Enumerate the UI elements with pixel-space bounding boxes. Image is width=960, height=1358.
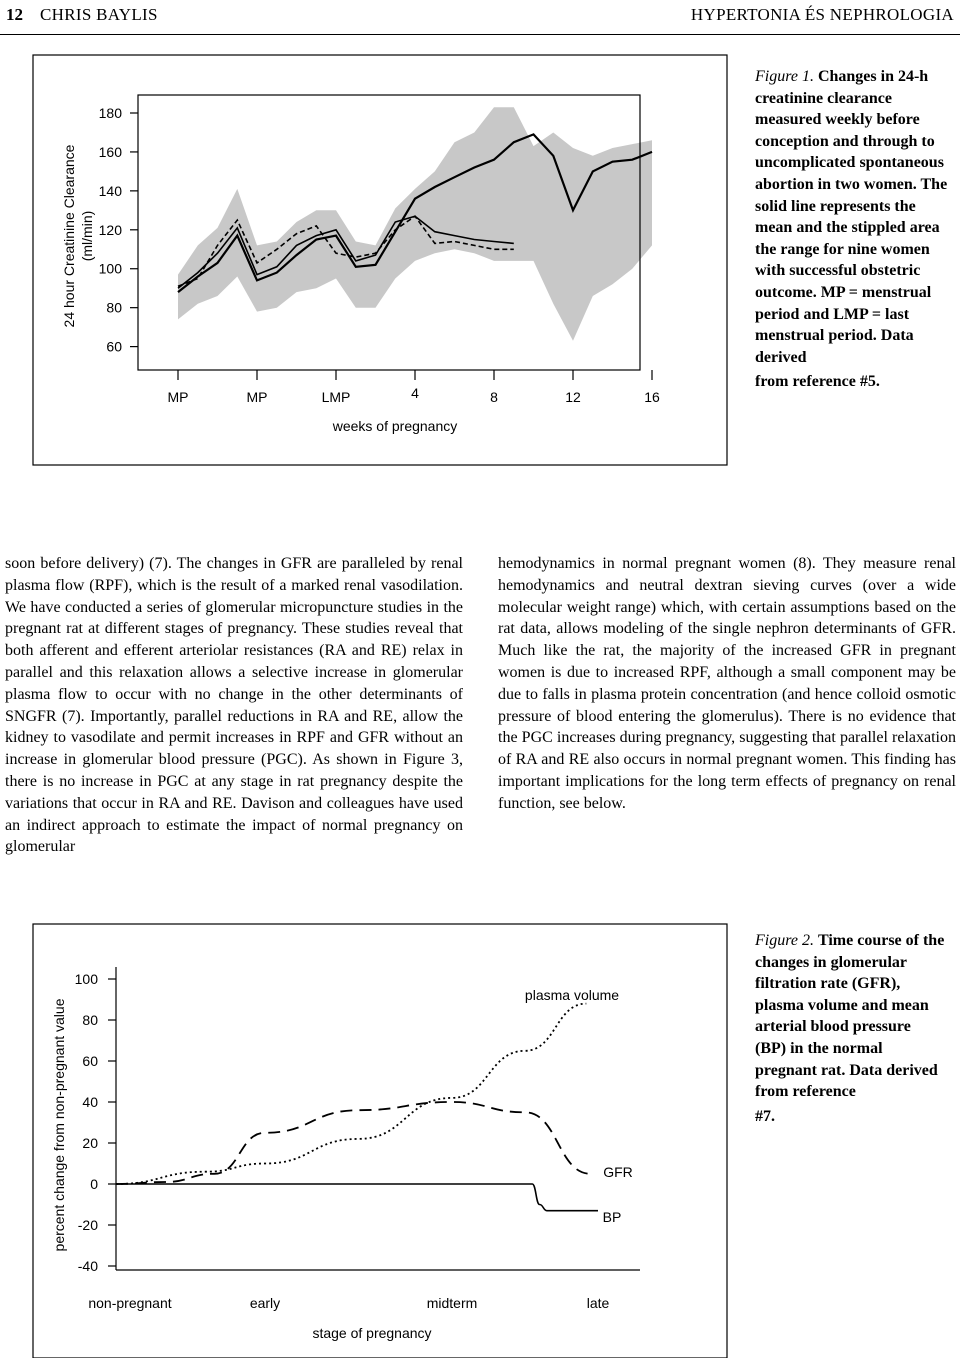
- figure1-xtick-label: 12: [565, 389, 581, 405]
- bp-label: BP: [602, 1209, 622, 1225]
- body-left-column: [5, 553, 463, 858]
- figure1-xtick-label: 4: [411, 385, 419, 401]
- gfr-label: GFR: [603, 1164, 633, 1180]
- figure2-xtick-label: early: [249, 1295, 281, 1311]
- figure1-caption-tail: from reference #5.: [755, 373, 880, 391]
- figure1-ytick-label: 180: [98, 105, 122, 121]
- figure2-xtick-label: midterm: [426, 1295, 478, 1311]
- body-left-paragraph: soon before delivery) (7). The changes in GFR are paralleled by renal plasma flow (RPF), which is the result of a marked renal vasodilation. We have conducted a series of glomerular micropuncture studies in the pregnant rat at different stages of pregnancy. These studies reveal that both afferent and efferent arteriolar resistances (RA and RE) relax in parallel and this relaxation allows a selective increase in glomerular plasma flow to occur with no change in the other determinants of SNGFR (7). Importantly, parallel reductions in RA and RE, allow the kidney to vasodilate and permit increases in RPF and GFR without an increase in glomerular blood pressure (PGC). As shown in Figure 3, there is no increase in PGC at any stage in rat pregnancy despite the variations that occur in RA and RE. Davison and colleagues have used an indirect approach to estimate the impact of normal pregnancy on glomerular: [5, 555, 463, 856]
- figure2-caption-text: Time course of the changes in glomerular filtration rate (GFR), plasma volume and mean arterial blood pressure (BP) in the normal pregnant rat. Data derived from reference: [755, 932, 945, 1101]
- body-right-column: [498, 553, 956, 815]
- figure2-ytick-label: -40: [77, 1258, 98, 1274]
- figure2-caption: [755, 930, 945, 1127]
- figure1-ytick-label: 60: [106, 338, 122, 355]
- figure1-caption-label: Figure 1.: [755, 68, 814, 85]
- figure2-ytick-label: 80: [82, 1012, 98, 1028]
- figure2-ytick-label: 100: [74, 971, 98, 987]
- bp-curve: [116, 1184, 598, 1211]
- figure1-ytick-label: 80: [106, 299, 122, 316]
- figure2-ytick-label: -20: [77, 1217, 98, 1233]
- figure2-chart: [51, 967, 640, 1341]
- figure1-ytick-label: 120: [98, 221, 122, 238]
- figure2-xtick-label: late: [586, 1295, 610, 1311]
- figure2-ytick-label: 40: [82, 1094, 98, 1110]
- figure1-xtick-label: LMP: [321, 389, 351, 405]
- figure2-xlabel: stage of pregnancy: [312, 1325, 432, 1341]
- gfr-curve: [116, 1102, 591, 1184]
- figure2-caption-tail: #7.: [755, 1107, 775, 1125]
- figure1-ylabel-line1: 24 hour Creatinine Clearance: [61, 144, 77, 328]
- figure1-xtick-label: 8: [490, 389, 498, 405]
- plasma-volume-label: plasma volume: [524, 987, 620, 1003]
- range-band: [178, 107, 652, 341]
- figure1-caption-text: Changes in 24-h creatinine clearance measured weekly before conception and through to uncomplicated spontaneous abortion in two women. The solid line represents the mean and the stippled area the range for nine women with successful obstetric outcome. MP = menstrual period and LMP = last menstrual period. Data derived: [755, 68, 948, 366]
- figure1-chart: [61, 95, 660, 434]
- page-number: 12: [6, 5, 23, 24]
- figure2-xtick-label: non-pregnant: [88, 1295, 172, 1311]
- figure2-caption-label: Figure 2.: [755, 932, 814, 949]
- figure2-ytick-label: 0: [90, 1176, 98, 1192]
- figure1-xtick-label: MP: [246, 389, 268, 405]
- figure1-xtick-label: MP: [167, 389, 189, 405]
- figure1-xtick-label: 16: [644, 389, 660, 405]
- figure1-caption: [755, 66, 955, 393]
- figure1-ytick-label: 100: [98, 260, 122, 277]
- running-author: CHRIS BAYLIS: [40, 5, 158, 24]
- figure2-ylabel: percent change from non-pregnant value: [51, 998, 67, 1252]
- running-journal: HYPERTONIA ÉS NEPHROLOGIA: [690, 5, 954, 24]
- plasma-volume-curve: [116, 1004, 586, 1184]
- figure2-frame: [33, 924, 727, 1358]
- figure2-ytick-label: 60: [82, 1053, 98, 1069]
- figure2-ytick-label: 20: [82, 1135, 98, 1151]
- figure1-ytick-label: 140: [98, 182, 122, 199]
- body-right-paragraph: hemodynamics in normal pregnant women (8). They measure renal hemodynamics and neutral dextran sieving curves (over a wide molecular weight range) which, with certain assumptions based on the rat data, allows modeling of the single nephron determinants of GFR. Much like the rat, the majority of the increased GFR in pregnant women is due to increased RPF, although a small component may be due to falls in plasma protein concentration (and hence colloid osmotic pressure of blood entering the glomerulus). There is no evidence that the PGC increases during pregnancy, suggesting that parallel relaxation of RA and RE also occurs in normal pregnant women. This finding has important implications for the long term effects of pregnancy on renal function, see below.: [498, 555, 956, 812]
- figure1-xlabel: weeks of pregnancy: [332, 418, 458, 434]
- figure1-ylabel-line2: (ml/min): [79, 210, 95, 262]
- figure1-ytick-label: 160: [98, 143, 122, 160]
